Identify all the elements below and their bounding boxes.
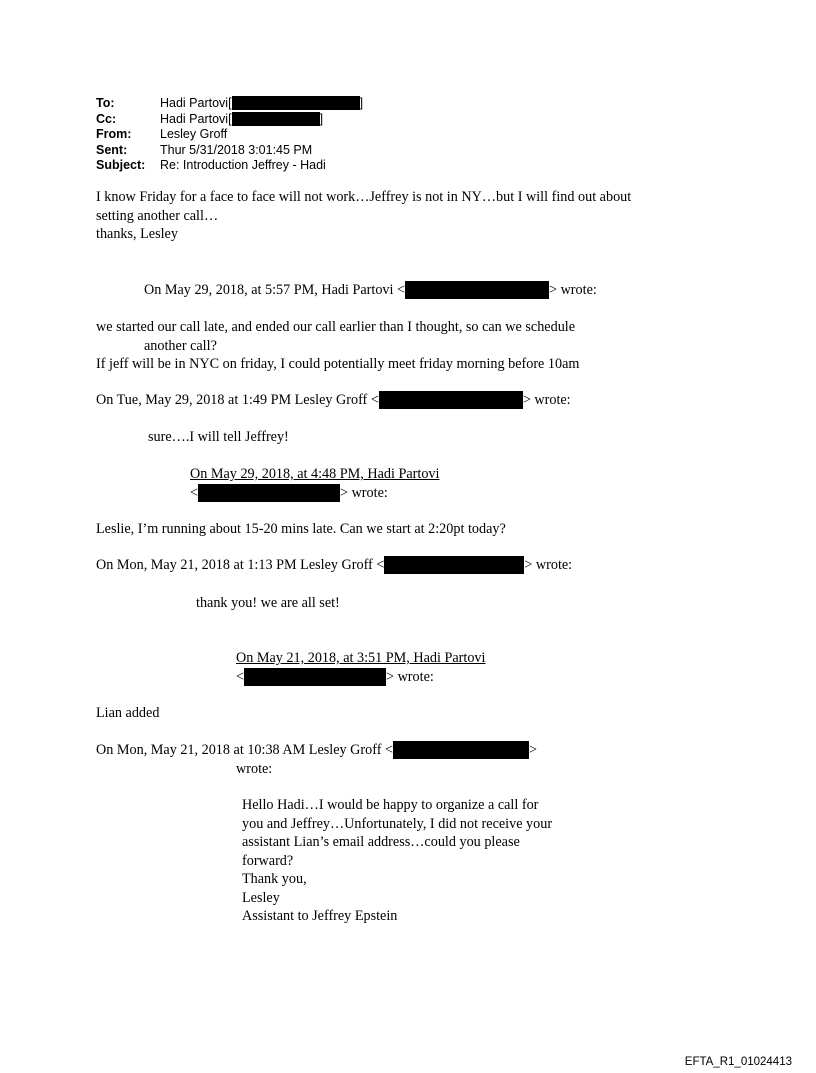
quote-header-suffix: > wrote:	[549, 282, 597, 298]
quote-header	[96, 391, 571, 410]
redaction-box	[232, 112, 320, 126]
quote-header-text: <	[236, 668, 245, 685]
message-body	[96, 704, 159, 723]
sent-value: Thur 5/31/2018 3:01:45 PM	[160, 142, 313, 157]
cc-label: Cc:	[96, 111, 117, 126]
from-value: Lesley Groff	[160, 127, 228, 142]
quote-header-text: On Mon, May 21, 2018 at 10:38 AM Lesley Groff <	[96, 742, 393, 758]
text-line: another call?	[144, 337, 217, 354]
quote-header-text: On Mon, May 21, 2018 at 1:13 PM Lesley Groff <	[96, 557, 385, 573]
signature-title: Assistant to Jeffrey Epstein	[242, 908, 398, 924]
redaction-box	[393, 741, 529, 759]
message-body	[96, 520, 506, 539]
redaction-box	[244, 668, 386, 686]
text-line: forward?	[242, 852, 294, 869]
cc-value: Hadi Partovi[	[160, 111, 232, 126]
subject-value: Re: Introduction Jeffrey - Hadi	[160, 158, 326, 173]
to-value: Hadi Partovi[	[160, 96, 232, 110]
message-body	[96, 318, 579, 374]
document-id: EFTA_R1_01024413	[684, 1056, 792, 1068]
text-line: assistant Lian’s email address…could you please	[242, 834, 520, 850]
quote-header-text: On Tue, May 29, 2018 at 1:49 PM Lesley Groff <	[96, 392, 379, 408]
text-line: If jeff will be in NYC on friday, I could potentially meet friday morning before 10am	[96, 356, 580, 372]
to-close: ]	[359, 96, 364, 110]
quote-header	[236, 760, 272, 779]
quote-header	[236, 649, 485, 686]
quote-header-suffix: > wrote:	[340, 484, 388, 501]
cc-row	[96, 112, 363, 128]
text-line: sure….I will tell Jeffrey!	[148, 429, 289, 445]
redaction-box	[232, 96, 360, 110]
text-line: Leslie, I’m running about 15-20 mins late. Can we start at 2:20pt today?	[96, 521, 506, 537]
to-label: To:	[96, 96, 115, 110]
quote-header	[144, 281, 597, 300]
text-line: I know Friday for a face to face will not work…Jeffrey is not in NY…but I will find out about	[96, 189, 632, 205]
message-body	[196, 594, 340, 613]
quote-header	[96, 556, 572, 575]
quote-header-text: On May 29, 2018, at 4:48 PM, Hadi Partovi	[190, 466, 440, 482]
redaction-box	[379, 391, 523, 409]
quote-header	[96, 741, 537, 760]
text-line: Hello Hadi…I would be happy to organize a call for	[242, 797, 539, 813]
text-line: we started our call late, and ended our call earlier than I thought, so can we schedule	[96, 319, 576, 335]
sent-label: Sent:	[96, 142, 128, 157]
text-line: setting another call…	[96, 207, 219, 224]
cc-close: ]	[319, 111, 324, 126]
quote-header-text: On May 29, 2018, at 5:57 PM, Hadi Partovi <	[144, 282, 406, 298]
redaction-box	[405, 281, 549, 299]
message-body	[148, 428, 289, 447]
sent-row	[96, 143, 363, 159]
quote-header-text: On May 21, 2018, at 3:51 PM, Hadi Partovi	[236, 650, 486, 666]
subject-row	[96, 158, 363, 174]
redaction-box	[198, 484, 340, 502]
message-body	[242, 796, 552, 926]
to-row	[96, 96, 363, 112]
quote-header-suffix: wrote:	[236, 761, 273, 777]
from-row	[96, 127, 363, 143]
from-label: From:	[96, 127, 132, 142]
text-line: Lesley	[242, 889, 280, 906]
text-line: Thank you,	[242, 871, 307, 887]
subject-label: Subject:	[96, 158, 146, 173]
quote-header-suffix: > wrote:	[522, 392, 571, 408]
quote-header-text: <	[190, 484, 199, 501]
redaction-box	[384, 556, 524, 574]
quote-header	[190, 465, 439, 502]
quote-header-suffix: > wrote:	[386, 668, 434, 685]
email-header	[96, 96, 363, 174]
quote-header-suffix: >	[528, 742, 537, 758]
message-body	[96, 188, 631, 244]
text-line: thank you! we are all set!	[196, 595, 340, 611]
text-line: Lian added	[96, 705, 160, 721]
quote-header-suffix: > wrote:	[524, 557, 573, 573]
text-line: you and Jeffrey…Unfortunately, I did not receive your	[242, 815, 553, 832]
text-line: thanks, Lesley	[96, 226, 178, 242]
